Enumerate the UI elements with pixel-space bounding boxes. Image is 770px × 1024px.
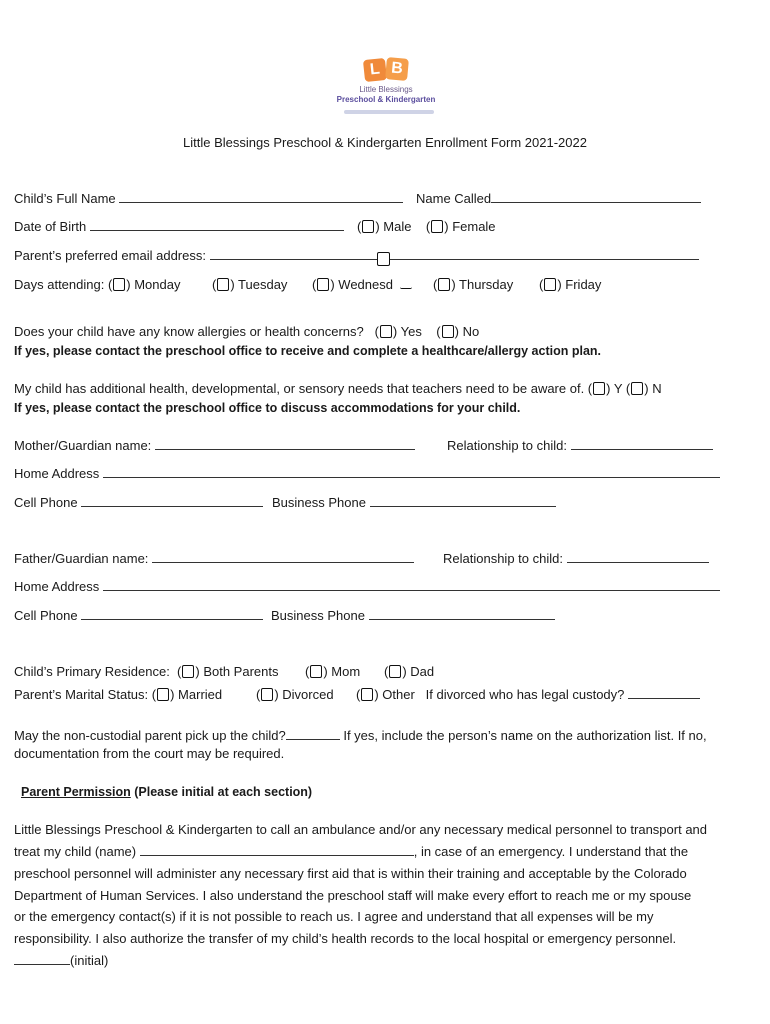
needs-note-row: If yes, please contact the preschool office to discuss accommodations for your child. [14,401,521,415]
permission-line-6: responsibility. I also authorize the transfer of my child’s health records to the local hospital or emergency personnel. [14,931,677,946]
mother-address-label: Home Address [14,466,100,481]
both-parents-checkbox[interactable] [182,665,194,678]
both-parents-label: ) Both Parents [195,664,279,679]
father-relationship-field[interactable] [567,551,709,563]
email-label: Parent’s preferred email address: [14,248,206,263]
marital-label: Parent’s Marital Status: [14,687,149,702]
child-name-row [14,191,403,207]
monday-label: ) Monday [126,277,181,292]
permission-heading-row [21,784,312,800]
allergies-yes-label: ) Yes [392,324,422,339]
custody-field[interactable] [628,687,700,699]
friday-label: ) Friday [557,277,602,292]
noncustodial-line1 [14,728,707,744]
logo-subtitle: Preschool & Kindergarten [336,95,436,104]
child-name-permission-field[interactable] [140,844,414,856]
email-row [14,248,699,264]
initial-label: (initial) [70,953,109,968]
monday-checkbox[interactable] [113,278,125,291]
divorced-option: ( ) Divorced [256,687,334,702]
permission-line-5: or the emergency contact(s) if it is not possible to reach us. I agree and understand that all expenses will be my [14,909,654,924]
days-label: Days attending: ( [14,277,113,292]
mom-checkbox[interactable] [310,665,322,678]
form-title: Little Blessings Preschool & Kindergarten Enrollment Form 2021-2022 [183,135,587,150]
mother-name-label: Mother/Guardian name: [14,438,152,453]
logo-letter-b: B [385,57,409,81]
marital-row: Parent’s Marital Status: ( ) Married [14,687,223,702]
name-called-label: Name Called [416,191,492,206]
wednesday-checkbox[interactable] [317,278,329,291]
friday-checkbox[interactable] [544,278,556,291]
mother-relationship-row [447,438,713,454]
married-checkbox[interactable] [157,688,169,701]
mother-cell-row [14,495,263,511]
female-label: ) Female [444,219,496,234]
dad-checkbox[interactable] [389,665,401,678]
needs-n-label: ) N [644,381,662,396]
dob-field[interactable] [90,219,344,231]
logo-name: Little Blessings [359,85,413,94]
logo-letter-l: L [363,58,387,82]
needs-y-label: ) Y [606,381,623,396]
name-called-row [416,191,701,207]
permission-line-7 [14,953,108,969]
noncustodial-line2: documentation from the court may be required. [14,746,285,761]
allergies-no-label: ) No [454,324,480,339]
emergency-text: , in case of an emergency. I understand that the [413,844,689,859]
treat-child-label: treat my child (name) [14,844,137,859]
permission-line-4: Department of Human Services. I also understand the preschool staff will make every effort to reach me or my spouse [14,888,692,903]
noncustodial-field[interactable] [286,728,340,740]
father-address-label: Home Address [14,579,100,594]
name-called-field[interactable] [491,191,701,203]
father-address-row [14,579,720,595]
father-cell-field[interactable] [81,608,263,620]
needs-row: My child has additional health, developmental, or sensory needs that teachers need to be aware of. ( ) Y ( ) N [14,381,662,396]
wednesday-option: ( ) Wednesd [312,277,393,292]
tuesday-option: ( ) Tuesday [212,277,288,292]
permission-heading: Parent Permission [21,785,131,799]
logo-tagline-bar [344,110,434,114]
needs-y-checkbox[interactable] [593,382,605,395]
residence-row: Child’s Primary Residence: ( ) Both Parents [14,664,279,679]
permission-line-1: Little Blessings Preschool & Kindergarten to call an ambulance and/or any necessary medical personnel to transport and [14,822,708,837]
gender-row: ( ) Male ( ) Female [357,219,496,234]
father-cell-label: Cell Phone [14,608,78,623]
stray-checkbox[interactable] [377,252,390,266]
divorced-label: ) Divorced [274,687,334,702]
child-full-name-field[interactable] [119,191,403,203]
thursday-checkbox[interactable] [438,278,450,291]
male-label: ) Male [375,219,412,234]
other-option: ( ) Other If divorced who has legal custody? [356,687,700,703]
other-checkbox[interactable] [361,688,373,701]
mother-business-row [272,495,556,511]
initial-field[interactable] [14,953,70,965]
residence-label: Child’s Primary Residence: [14,664,170,679]
tuesday-label: ) Tuesday [230,277,288,292]
father-business-field[interactable] [369,608,555,620]
permission-line-2 [14,844,688,860]
allergies-note-row: If yes, please contact the preschool office to receive and complete a healthcare/allergy action plan. [14,344,602,358]
female-checkbox[interactable] [431,220,443,233]
thursday-option: ( ) Thursday [433,277,514,292]
mother-name-field[interactable] [155,438,415,450]
father-relationship-label: Relationship to child: [443,551,563,566]
mother-name-row [14,438,415,454]
mother-relationship-field[interactable] [571,438,713,450]
father-business-row [271,608,555,624]
divorced-checkbox[interactable] [261,688,273,701]
mother-cell-field[interactable] [81,495,263,507]
mother-address-row [14,466,720,482]
father-business-label: Business Phone [271,608,365,623]
days-row [14,277,180,293]
tuesday-checkbox[interactable] [217,278,229,291]
father-cell-row [14,608,263,624]
allergies-yes-checkbox[interactable] [380,325,392,338]
dad-option: ( ) Dad [384,664,435,679]
mother-business-field[interactable] [370,495,556,507]
friday-option: ( ) Friday [539,277,602,292]
father-name-field[interactable] [152,551,414,563]
father-address-field[interactable] [103,579,720,591]
father-name-row [14,551,414,567]
permission-line-3: preschool personnel will administer any necessary first aid that is within their training and acceptable by the Colorado [14,866,687,881]
email-field[interactable] [210,248,699,260]
father-name-label: Father/Guardian name: [14,551,149,566]
allergies-no-checkbox[interactable] [442,325,454,338]
child-full-name-label: Child’s Full Name [14,191,116,206]
wednesday-overlay-mark [400,275,412,289]
dob-label: Date of Birth [14,219,87,234]
mom-option: ( ) Mom [305,664,361,679]
mother-cell-label: Cell Phone [14,495,78,510]
thursday-label: ) Thursday [451,277,514,292]
dob-row [14,219,344,235]
father-relationship-row [443,551,709,567]
male-checkbox[interactable] [362,220,374,233]
allergies-note: If yes, please contact the preschool office to receive and complete a healthcare/allergy action plan [14,344,598,358]
custody-label: If divorced who has legal custody? [425,687,625,702]
needs-n-checkbox[interactable] [631,382,643,395]
mother-address-field[interactable] [103,466,720,478]
allergies-question: Does your child have any know allergies or health concerns? [14,324,364,339]
other-label: ) Other [374,687,415,702]
noncustodial-question: May the non-custodial parent pick up the child? [14,728,286,743]
permission-heading-note: (Please initial at each section) [134,785,313,799]
married-label: ) Married [170,687,223,702]
mother-relationship-label: Relationship to child: [447,438,567,453]
mother-business-label: Business Phone [272,495,366,510]
wednesday-label: ) Wednesd [330,277,393,292]
mom-label: ) Mom [323,664,361,679]
noncustodial-instruction: If yes, include the person’s name on the authorization list. If no, [343,728,707,743]
needs-note: If yes, please contact the preschool office to discuss accommodations for your child [14,401,517,415]
allergies-row: Does your child have any know allergies or health concerns? ( ) Yes ( ) No [14,324,480,339]
needs-question: My child has additional health, developmental, or sensory needs that teachers need to be aware of. [14,381,585,396]
dad-label: ) Dad [402,664,435,679]
